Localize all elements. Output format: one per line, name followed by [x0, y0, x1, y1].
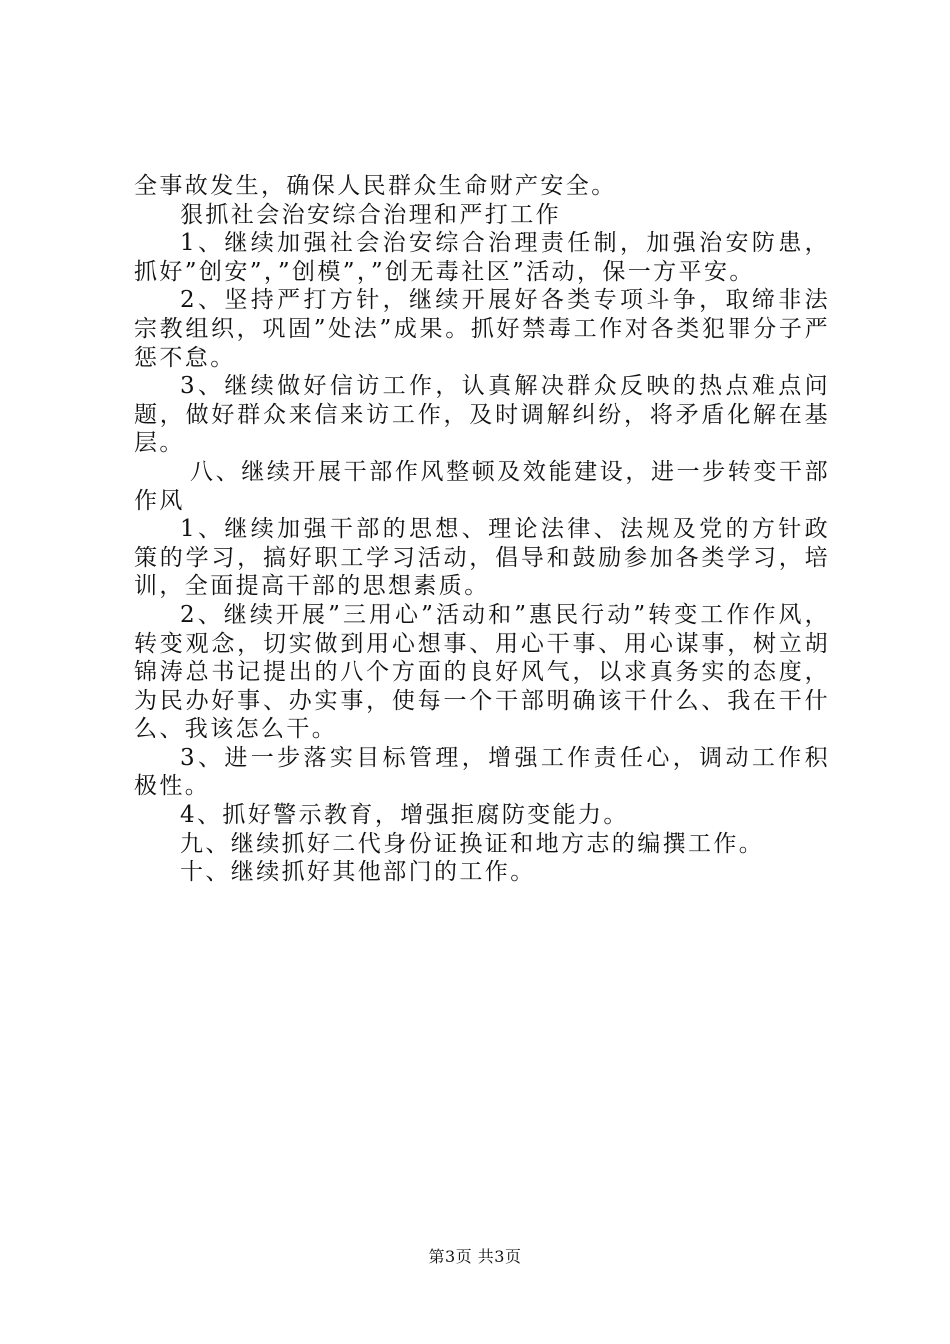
- paragraph-continuation: 全事故发生，确保人民群众生命财产安全。: [134, 173, 617, 199]
- section-heading-eight: 八、继续开展干部作风整顿及效能建设，进一步转变干部作风: [134, 458, 830, 514]
- section-heading-public-security: 狠抓社会治安综合治理和严打工作: [180, 201, 561, 228]
- document-body: [134, 172, 830, 887]
- paragraph-cadre-item-3: 3、进一步落实目标管理，增强工作责任心，调动工作积极性。: [134, 744, 830, 800]
- paragraph-security-item-3: 3、继续做好信访工作，认真解决群众反映的热点难点问题，做好群众来信来访工作，及时调解纠纷，将矛盾化解在基层。: [134, 373, 830, 457]
- paragraph-cadre-item-4: 4、抓好警示教育，增强拒腐防变能力。: [180, 802, 629, 829]
- paragraph-security-item-1: 1、继续加强社会治安综合治理责任制，加强治安防患，抓好”创安”，”创模”，”创无毒社区”活动，保一方平安。: [134, 230, 830, 285]
- paragraph-cadre-item-2: 2、继续开展”三用心”活动和”惠民行动”转变工作作风，转变观念，切实做到用心想事、用心干事、用心谋事，树立胡锦涛总书记提出的八个方面的良好风气，以求真务实的态度，为民办好事、办实事，使每一个干部明确该干什么、我在干什么、我该怎么干。: [134, 601, 830, 743]
- section-heading-nine: 九、继续抓好二代身份证换证和地方志的编撰工作。: [180, 830, 765, 857]
- paragraph-security-item-2: 2、坚持严打方针，继续开展好各类专项斗争，取缔非法宗教组织，巩固”处法”成果。抓好禁毒工作对各类犯罪分子严惩不怠。: [134, 287, 830, 371]
- paragraph-cadre-item-1: 1、继续加强干部的思想、理论法律、法规及党的方针政策的学习，搞好职工学习活动，倡导和鼓励参加各类学习，培训，全面提高干部的思想素质。: [134, 516, 830, 600]
- section-heading-ten: 十、继续抓好其他部门的工作。: [180, 859, 536, 886]
- page-number: 第3页 共3页: [428, 1247, 522, 1266]
